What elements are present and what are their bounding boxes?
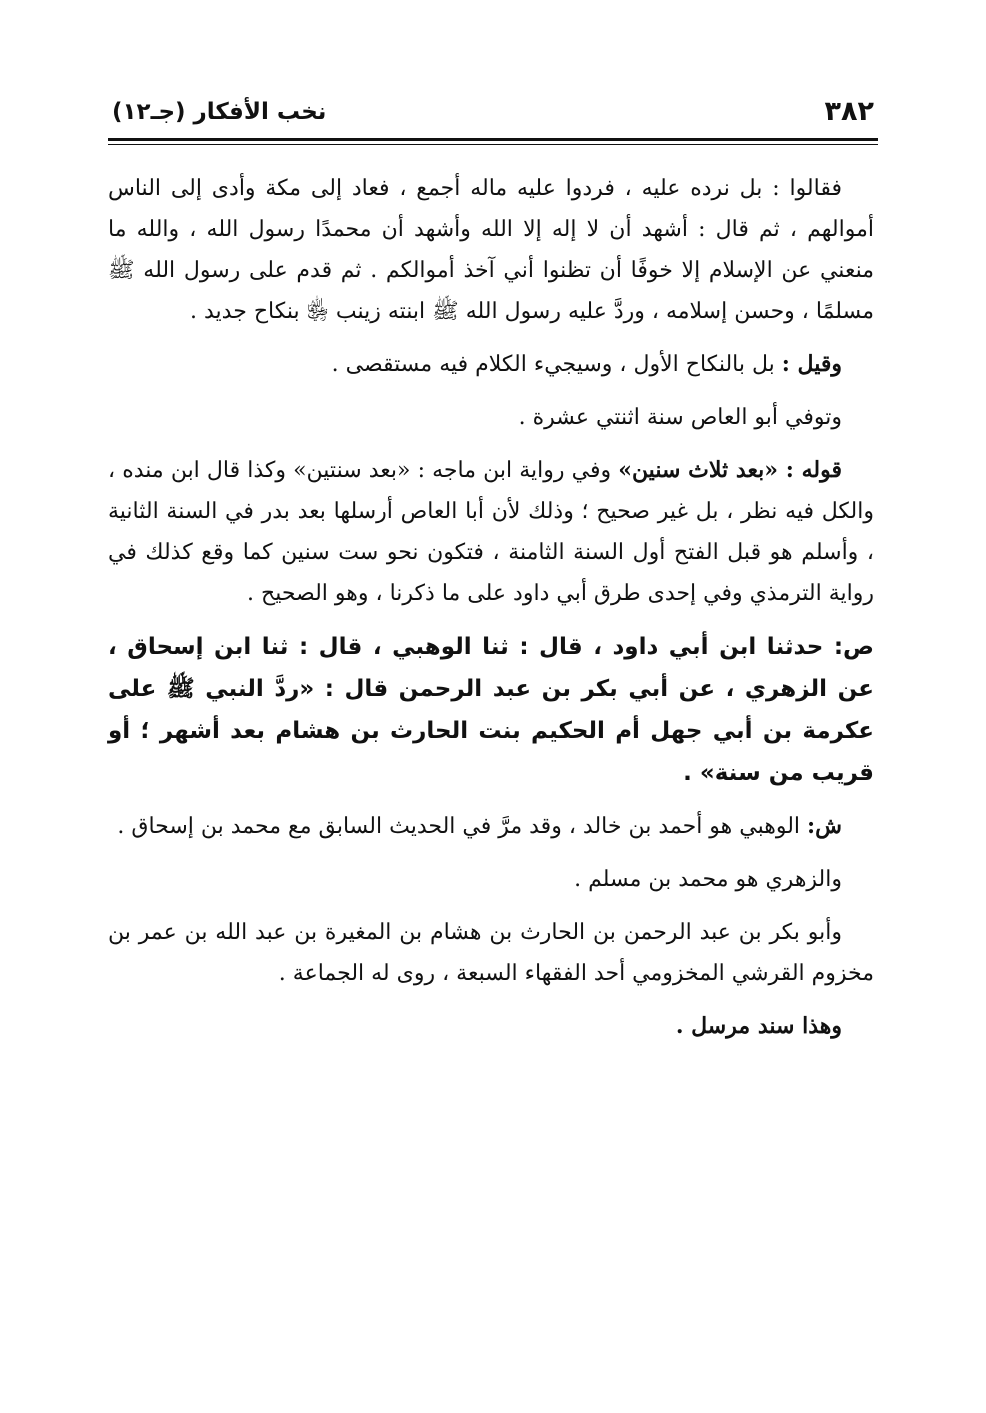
page-body [108, 168, 874, 1059]
page-number: ٣٨٢ [824, 96, 874, 127]
paragraph-lead: وهذا سند مرسل . [675, 1013, 842, 1039]
paragraph-text: الوهبي هو أحمد بن خالد ، وقد مرَّ في الحديث السابق مع محمد بن إسحاق . [117, 814, 808, 839]
header-rule-thin [108, 144, 878, 145]
paragraph-text: بل بالنكاح الأول ، وسيجيء الكلام فيه مستقصى . [331, 352, 782, 377]
hadith-text: ص: حدثنا ابن أبي داود ، قال : ثنا الوهبي ، قال : ثنا ابن إسحاق ، عن الزهري ، عن أبي بكر بن عبد الرحمن قال : «ردَّ النبي ﷺ على عكرمة بن أبي جهل أم الحكيم بنت الحارث بن هشام بعد أشهر ؛ أو قريب من سنة» . [108, 634, 874, 786]
header-rule-thick [108, 138, 878, 141]
paragraph-9 [108, 1006, 874, 1047]
paragraph-lead: ش: [807, 813, 842, 839]
paragraph-lead: قوله : «بعد ثلاث سنين» [618, 457, 842, 483]
paragraph-text: والزهري هو محمد بن مسلم . [574, 867, 842, 892]
paragraph-lead: وقيل : [781, 351, 842, 377]
paragraph-2 [108, 344, 874, 385]
paragraph-text: وأبو بكر بن عبد الرحمن بن الحارث بن هشام بن المغيرة بن عبد الله بن عمر بن مخزوم القرشي المخزومي أحد الفقهاء السبعة ، روى له الجماعة . [108, 920, 874, 986]
paragraph-6 [108, 806, 874, 847]
paragraph-text: فقالوا : بل نرده عليه ، فردوا عليه ماله أجمع ، فعاد إلى مكة وأدى إلى الناس أموالهم ، ثم قال : أشهد أن لا إله إلا الله وأشهد أن محمدًا رسول الله ، والله ما منعني عن الإسلام إلا خوفًا أن تظنوا أني آخذ أموالكم . ثم قدم على رسول الله ﷺ مسلمًا ، وحسن إسلامه ، وردَّ عليه رسول الله ﷺ ابنته زينب ﵂ بنكاح جديد . [108, 176, 874, 324]
paragraph-4 [108, 450, 874, 614]
paragraph-7 [108, 859, 874, 900]
paragraph-3 [108, 397, 874, 438]
running-title: نخب الأفكار (جـ١٢) [112, 99, 327, 125]
paragraph-8 [108, 912, 874, 994]
paragraph-text: وتوفي أبو العاص سنة اثنتي عشرة . [518, 405, 842, 430]
page-header [112, 92, 874, 136]
paragraph-1 [108, 168, 874, 332]
hadith-paragraph [108, 626, 874, 794]
paragraph-text: وفي رواية ابن ماجه : «بعد سنتين» وكذا قال ابن منده ، والكل فيه نظر ، بل غير صحيح ؛ وذلك لأن أبا العاص أرسلها بعد بدر في السنة الثانية ، وأسلم هو قبل الفتح أول السنة الثامنة ، فتكون نحو ست سنين كما وقع كذلك في رواية الترمذي وفي إحدى طرق أبي داود على ما ذكرنا ، وهو الصحيح . [108, 458, 874, 606]
